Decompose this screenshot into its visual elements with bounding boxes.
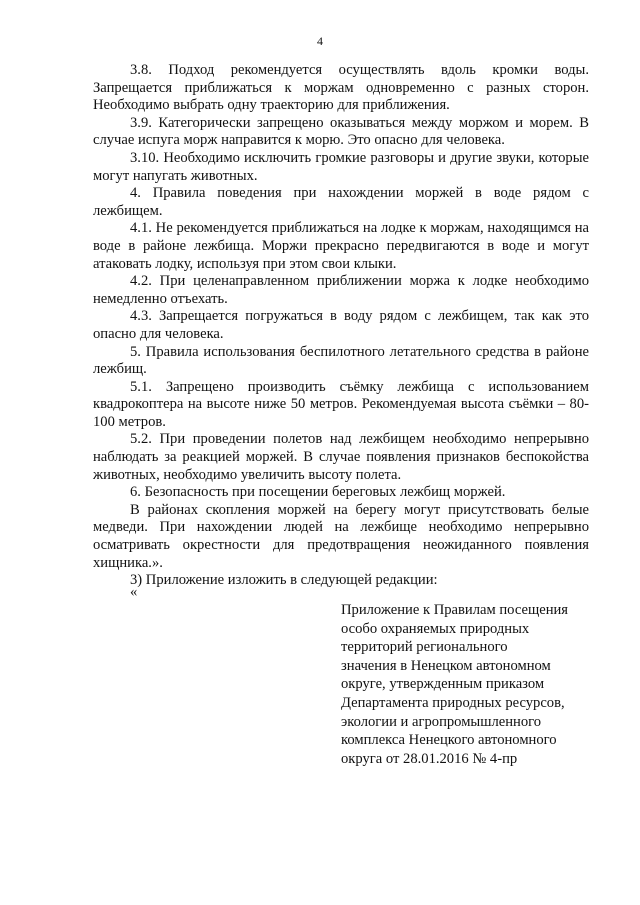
page-number: 4 [317,34,323,48]
paragraph-4-3: 4.3. Запрещается погружаться в воду рядом с лежбищем, так как это опасно для человека. [93,308,589,342]
paragraph-4-2: 4.2. При целенаправленном приближении моржа к лодке необходимо немедленно отъехать. [93,273,589,307]
appendix-line: значения в Ненецком автономном [341,657,551,674]
paragraph-3-10: 3.10. Необходимо исключить громкие разговоры и другие звуки, которые могут напугать животных. [93,149,589,184]
opening-quote-mark: « [130,584,138,600]
amendment-clause-3: 3) Приложение изложить в следующей редакции: [130,572,438,589]
appendix-line: экологии и агропромышленного [341,713,542,730]
appendix-line: территорий регионального [341,639,508,656]
section-4-heading: 4. Правила поведения при нахождении моржей в воде рядом с лежбищем. [93,185,589,219]
appendix-line: комплекса Ненецкого автономного [341,732,557,749]
paragraph-5-2: 5.2. При проведении полетов над лежбищем необходимо непрерывно наблюдать за реакцией моржей. В случае появления признаков беспокойства животных, необходимо увеличить высоту полета. [93,431,589,483]
document-body [93,62,589,590]
section-5-heading: 5. Правила использования беспилотного летательного средства в районе лежбищ. [93,343,589,378]
paragraph-4-1: 4.1. Не рекомендуется приближаться на лодке к моржам, находящимся на воде в районе лежбища. Моржи прекрасно передвигаются в воде и могут атаковать лодку, используя при этом свои клыки. [93,220,589,272]
section-6-heading: 6. Безопасность при посещении береговых лежбищ моржей. [130,484,506,501]
appendix-header-block [341,601,603,768]
appendix-line: особо охраняемых природных [341,620,530,637]
paragraph-5-1: 5.1. Запрещено производить съёмку лежбища с использованием квадрокоптера на высоте ниже 50 метров. Рекомендуемая высота съёмки – 80-100 метров. [93,378,589,430]
appendix-line: округа от 28.01.2016 № 4-пр [341,750,518,767]
appendix-line: Приложение к Правилам посещения [341,602,569,618]
paragraph-3-9: 3.9. Категорически запрещено оказываться между моржом и морем. В случае испуга морж направится к морю. Это опасно для человека. [93,114,589,149]
paragraph-6-body: В районах скопления моржей на берегу могут присутствовать белые медведи. При нахождении людей на лежбище необходимо непрерывно осматривать окрестности для предотвращения неожиданного появления хищника.». [93,501,589,571]
paragraph-3-8: 3.8. Подход рекомендуется осуществлять вдоль кромки воды. Запрещается приближаться к моржам одновременно с разных сторон. Необходимо выбрать одну траекторию для приближения. [93,62,589,114]
appendix-line: округе, утвержденным приказом [341,676,545,693]
appendix-line: Департамента природных ресурсов, [341,694,565,711]
